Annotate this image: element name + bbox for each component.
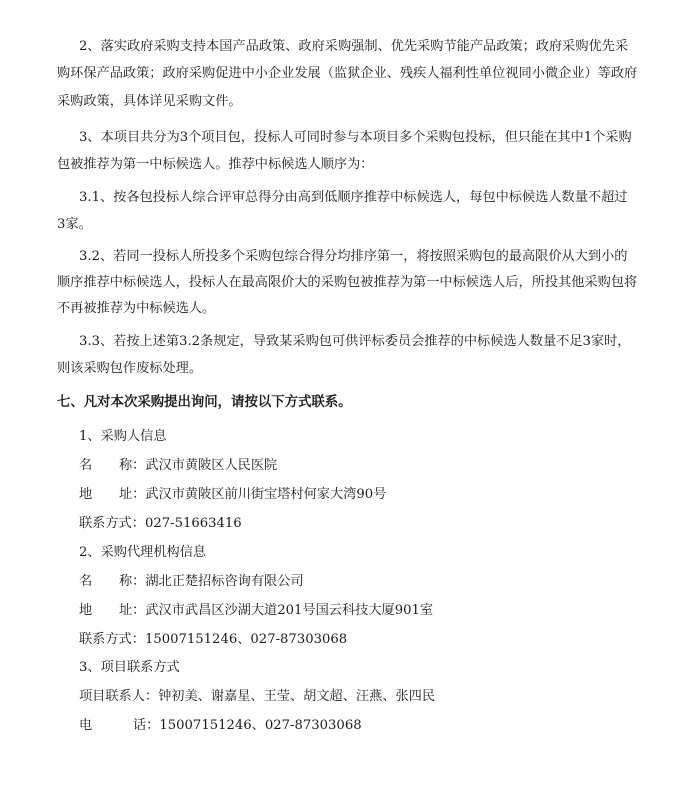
- para31-line1: 3.1、按各包投标人综合评审总得分由高到低顺序推荐中标候选人，每包中标候选人数量不超过: [79, 190, 628, 205]
- para3-line2: 包被推荐为第一中标候选人。推荐中标候选人顺序为：: [57, 157, 374, 172]
- purchaser-name-label-a: 名: [79, 458, 93, 473]
- para3-line1: 3、本项目共分为3个项目包，投标人可同时参与本项目多个采购包投标，但只能在其中1个采购: [79, 130, 632, 145]
- agency-heading: 2、采购代理机构信息: [79, 545, 207, 560]
- para2-line2: 购环保产品政策；政府采购促进中小企业发展（监狱企业、残疾人福利性单位视同小微企业）等政府: [57, 66, 638, 81]
- project-people-value: 钟初美、谢嘉星、王莹、胡文超、汪燕、张四民: [158, 689, 436, 704]
- section7-title: 七、凡对本次采购提出询问，请按以下方式联系。: [57, 395, 352, 410]
- project-people-label: 项目联系人：: [79, 689, 159, 704]
- para2-line3: 采购政策，具体详见采购文件。: [57, 94, 242, 109]
- agency-name-value: 湖北正楚招标咨询有限公司: [145, 574, 304, 589]
- agency-contact-label: 联系方式：: [79, 632, 145, 647]
- para32-line2: 顺序推荐中标候选人，投标人在最高限价大的采购包被推荐为第一中标候选人后，所投其他采购包将: [57, 275, 638, 290]
- agency-address-row: [79, 602, 433, 620]
- para33-line1: 3.3、若按上述第3.2条规定，导致某采购包可供评标委员会推荐的中标候选人数量不足3家时，: [79, 334, 631, 349]
- project-phone-row: [79, 717, 362, 735]
- purchaser-contact-label: 联系方式：: [79, 516, 145, 531]
- agency-contact-row: [79, 631, 347, 649]
- project-people-row: [79, 688, 435, 706]
- project-phone-value: 15007151246、027-87303068: [159, 718, 362, 733]
- agency-name-label-b: 称：: [119, 574, 146, 589]
- para2-line1: 2、落实政府采购支持本国产品政策、政府采购强制、优先采购节能产品政策；政府采购优先采: [79, 39, 629, 54]
- purchaser-name-row: [79, 457, 277, 475]
- project-heading: 3、项目联系方式: [79, 660, 180, 675]
- project-phone-label-b: 话：: [133, 718, 160, 733]
- para31-line2: 3家。: [57, 217, 92, 232]
- purchaser-addr-label-a: 地: [79, 487, 93, 502]
- purchaser-heading: 1、采购人信息: [79, 429, 167, 444]
- project-phone-label-a: 电: [79, 718, 93, 733]
- agency-addr-label-b: 址：: [119, 603, 146, 618]
- purchaser-name-value: 武汉市黄陂区人民医院: [145, 458, 278, 473]
- agency-addr-label-a: 地: [79, 603, 93, 618]
- agency-name-label-a: 名: [79, 574, 93, 589]
- purchaser-address-row: [79, 486, 386, 504]
- agency-contact-value: 15007151246、027-87303068: [144, 632, 348, 647]
- purchaser-name-label-b: 称：: [119, 458, 146, 473]
- purchaser-contact-value: 027-51663416: [144, 516, 242, 531]
- para33-line2: 则该采购包作废标处理。: [57, 361, 203, 376]
- para32-line3: 不再被推荐为中标候选人。: [57, 301, 216, 316]
- purchaser-addr-value: 武汉市黄陂区前川街宝塔村何家大湾90号: [145, 487, 387, 502]
- para32-line1: 3.2、若同一投标人所投多个采购包综合得分均排序第一，将按照采购包的最高限价从大到小的: [79, 249, 628, 264]
- purchaser-contact-row: [79, 515, 242, 533]
- purchaser-addr-label-b: 址：: [119, 487, 146, 502]
- agency-addr-value: 武汉市武昌区沙湖大道201号国云科技大厦901室: [145, 603, 434, 618]
- agency-name-row: [79, 573, 304, 591]
